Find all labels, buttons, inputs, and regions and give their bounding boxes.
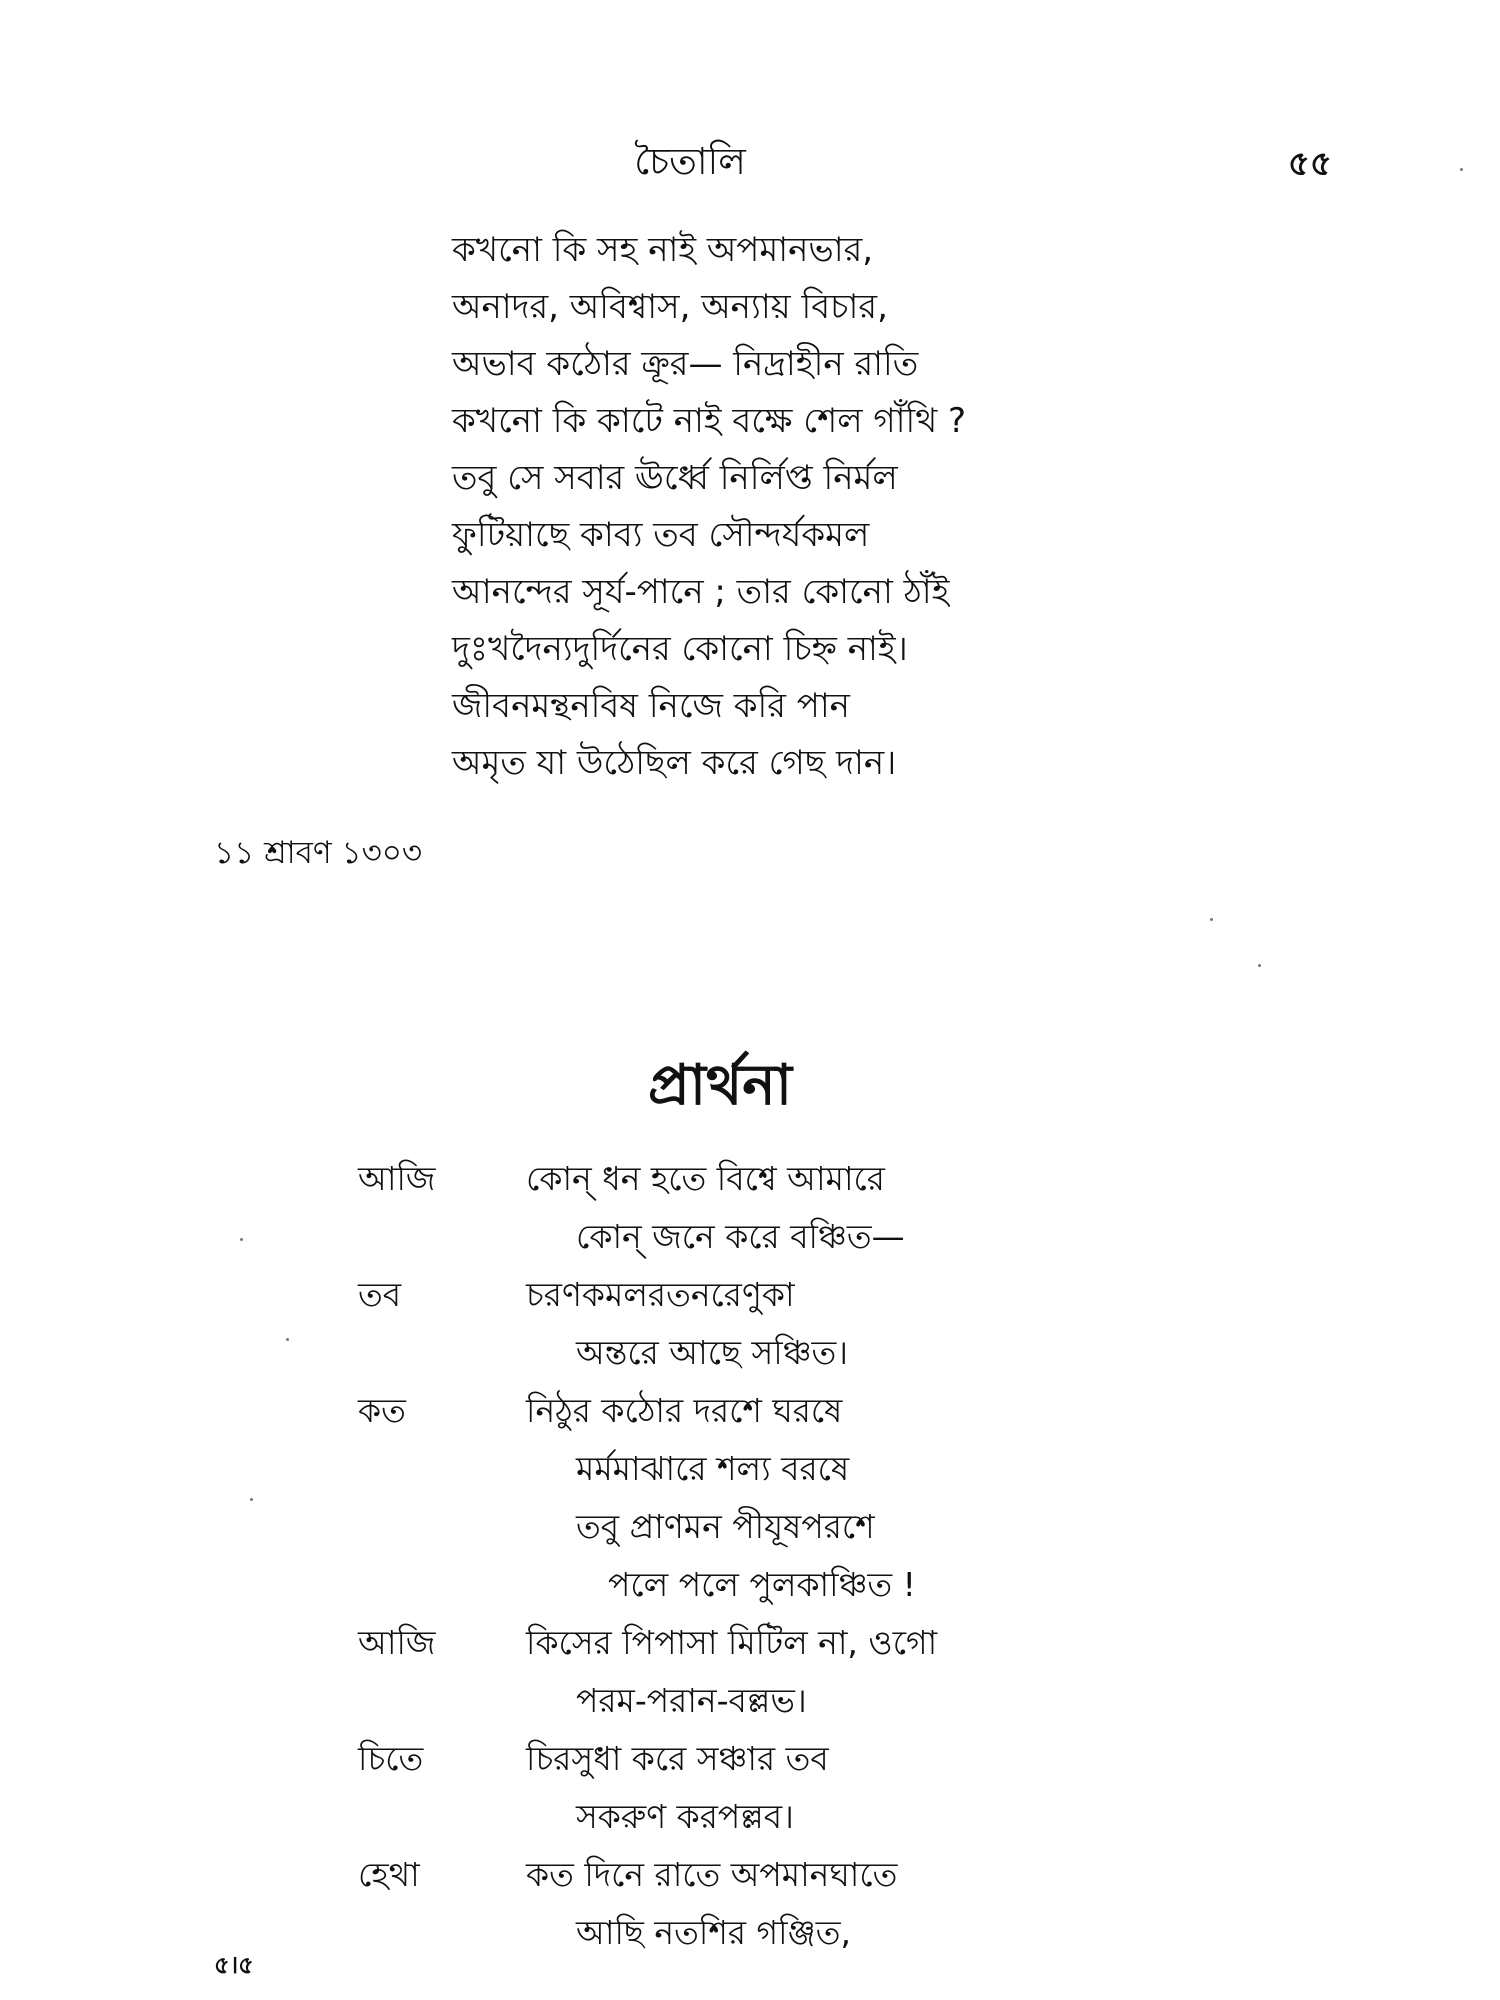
scan-speck [240,1238,243,1241]
line-lead-word: আজি [358,1623,436,1662]
poem-line [358,1324,1358,1382]
poem-line [358,1498,1358,1556]
poem-line [358,1150,1358,1208]
poem-line [358,1382,1358,1440]
poem-date: ১১ শ্রাবণ ১৩০৩ [214,835,423,871]
poem-line: আনন্দের সূর্য-পানে ; তার কোনো ঠাঁই [452,572,950,612]
line-text: মর্মমাঝারে শল্য বরষে [576,1449,850,1488]
line-text: অন্তরে আছে সঞ্চিত। [576,1333,849,1372]
poem-line: অনাদর, অবিশ্বাস, অন্যায় বিচার, [452,287,888,327]
line-text: সকরুণ করপল্লব। [576,1797,794,1836]
poem-line: অমৃত যা উঠেছিল করে গেছ দান। [452,743,897,783]
line-text: চিরসুধা করে সঞ্চার তব [526,1739,829,1778]
line-text: কিসের পিপাসা মিটিল না, ওগো [526,1623,938,1662]
line-text: তবু প্রাণমন পীযূষপরশে [576,1507,875,1546]
line-text: আছি নতশির গঞ্জিত, [576,1913,852,1952]
poem-line [358,1266,1358,1324]
line-text: পরম-পরান-বল্লভ। [576,1681,807,1720]
scan-speck [1258,964,1261,967]
poem-line [358,1672,1358,1730]
line-text: কত দিনে রাতে অপমানঘাতে [526,1855,898,1894]
poem-line [358,1904,1358,1962]
poem-line: দুঃখদৈন্যদুর্দিনের কোনো চিহ্ন নাই। [452,629,908,669]
poem-sonnet [452,222,1312,792]
line-text: চরণকমলরতনরেণুকা [526,1275,795,1314]
line-lead-word: তব [358,1275,402,1314]
poem-line [358,1556,1358,1614]
poem-title: প্রার্থনা [648,1053,792,1118]
line-lead-word: কত [358,1391,406,1430]
line-lead-word: হেথা [358,1855,420,1894]
line-text: পলে পলে পুলকাঞ্চিত ! [608,1565,916,1604]
line-lead-word: আজি [358,1159,436,1198]
scan-speck [1460,168,1463,171]
line-lead-word: চিতে [358,1739,424,1778]
poem-line [358,1440,1358,1498]
running-title: চৈতালি [634,140,746,183]
line-text: নিঠুর কঠোর দরশে ঘরষে [526,1391,843,1430]
poem-line [358,1208,1358,1266]
page-number: ৫৫ [1287,144,1332,184]
line-text: কোন্ ধন হতে বিশ্বে আমারে [526,1159,885,1198]
poem-line: জীবনমন্থনবিষ নিজে করি পান [452,686,850,726]
poem-line: কখনো কি কাটে নাই বক্ষে শেল গাঁথি ? [452,401,967,441]
poem-line [358,1730,1358,1788]
poem-line: কখনো কি সহ নাই অপমানভার, [452,230,874,270]
poem-line: অভাব কঠোর ক্রূর— নিদ্রাহীন রাতি [452,344,919,384]
poem-line [358,1614,1358,1672]
scan-speck [286,1338,289,1341]
poem-line: তবু সে সবার ঊর্ধ্বে নির্লিপ্ত নির্মল [452,458,898,498]
poem-line: ফুটিয়াছে কাব্য তব সৌন্দর্যকমল [452,515,870,555]
poem-line [358,1846,1358,1904]
poem-line [358,1788,1358,1846]
poem-prarthana [358,1150,1358,1962]
signature-mark: ৫।৫ [214,1951,254,1979]
scan-speck [250,1498,253,1501]
scan-speck [1210,918,1213,921]
line-text: কোন্ জনে করে বঞ্চিত— [576,1217,905,1256]
